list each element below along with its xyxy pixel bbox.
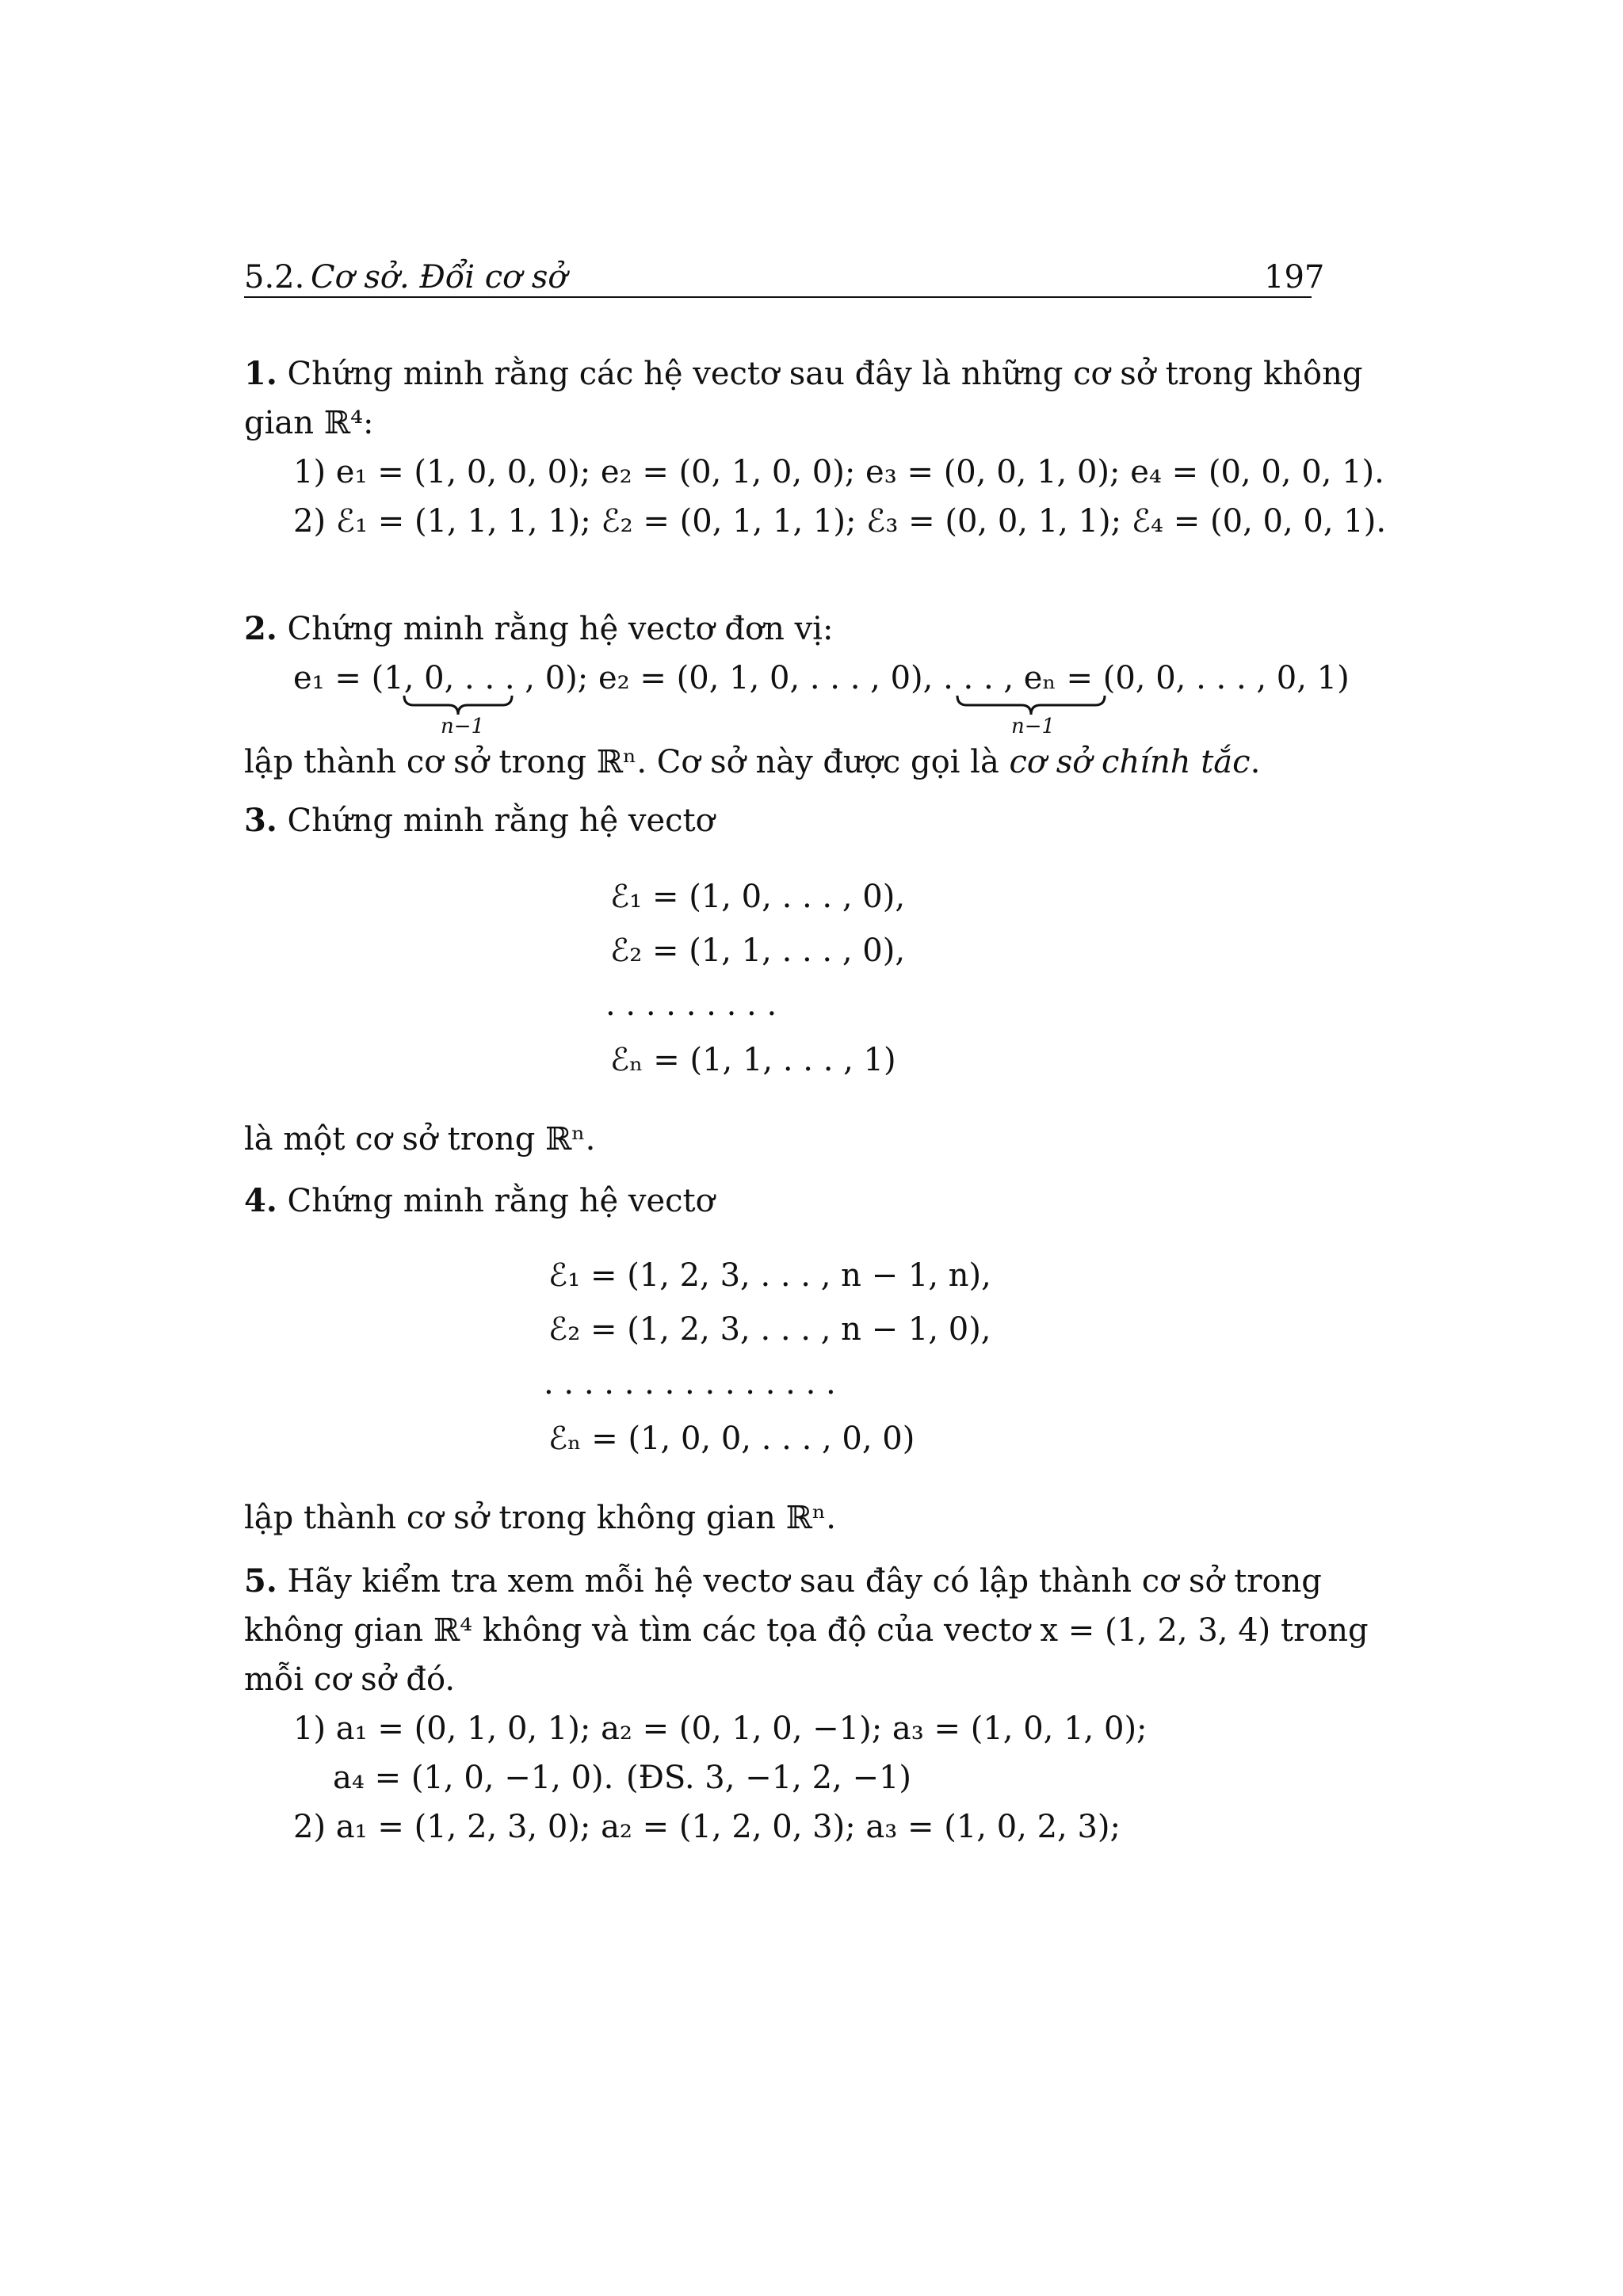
problem-5-item2-line1: 2) a₁ = (1, 2, 3, 0); a₂ = (1, 2, 0, 3); a₃ = (1, 0, 2, 3); xyxy=(293,1809,1121,1845)
problem-5-number: 5. xyxy=(244,1562,277,1600)
problem-4-number: 4. xyxy=(244,1182,277,1219)
rn-symbol: ℝⁿ xyxy=(596,744,637,780)
underbrace-2-label: n−1 xyxy=(1011,715,1056,738)
section-number: 5.2. xyxy=(244,259,305,296)
problem-3-row4: ℰₙ = (1, 1, . . . , 1) xyxy=(610,1042,896,1078)
problem-1-line2 xyxy=(244,407,374,439)
problem-3-text: Chứng minh rằng hệ vectơ xyxy=(287,803,715,839)
problem-1-colon: : xyxy=(363,405,374,441)
problem-1-item1: 1) e₁ = (1, 0, 0, 0); e₂ = (0, 1, 0, 0); e₃ = (0, 0, 1, 0); e₄ = (0, 0, 0, 1). xyxy=(293,454,1384,490)
page-number: 197 xyxy=(1264,259,1325,296)
problem-2-text: Chứng minh rằng hệ vectơ đơn vị: xyxy=(287,611,834,647)
problem-3-conclusion-a: là một cơ sở trong xyxy=(244,1121,546,1158)
problem-2-number: 2. xyxy=(244,610,277,647)
problem-3-row1: ℰ₁ = (1, 0, . . . , 0), xyxy=(610,879,906,915)
problem-3-period: . xyxy=(585,1121,596,1158)
problem-2-line1 xyxy=(244,610,834,647)
problem-1-item2: 2) ℰ₁ = (1, 1, 1, 1); ℰ₂ = (0, 1, 1, 1); ℰ₃ = (0, 0, 1, 1); ℰ₄ = (0, 0, 0, 1). xyxy=(293,503,1387,540)
r4-symbol: ℝ⁴ xyxy=(323,405,364,441)
header-rule xyxy=(244,296,1312,298)
problem-5-item1-answer: (ĐS. 3, −1, 2, −1) xyxy=(626,1760,912,1796)
rn-symbol: ℝⁿ xyxy=(545,1121,586,1158)
problem-1-text2: gian xyxy=(244,405,324,441)
rn-symbol: ℝⁿ xyxy=(785,1500,827,1536)
problem-5-item1-line2: a₄ = (1, 0, −1, 0). xyxy=(333,1760,614,1796)
problem-1-text: Chứng minh rằng các hệ vectơ sau đây là những cơ sở trong không xyxy=(287,356,1363,392)
problem-3-number: 3. xyxy=(244,802,277,839)
problem-4-period: . xyxy=(826,1500,836,1536)
problem-4-row2: ℰ₂ = (1, 2, 3, . . . , n − 1, 0), xyxy=(548,1311,991,1348)
problem-1-number: 1. xyxy=(244,355,277,392)
problem-3-line1 xyxy=(244,802,715,839)
problem-2-term: cơ sở chính tắc xyxy=(1009,744,1251,780)
problem-4-conclusion xyxy=(244,1502,836,1534)
problem-4-text: Chứng minh rằng hệ vectơ xyxy=(287,1183,715,1219)
problem-5-text2b: không và tìm các tọa độ của vectơ x = (1, 2, 3, 4) trong xyxy=(472,1612,1369,1649)
r4-symbol: ℝ⁴ xyxy=(433,1612,473,1649)
problem-2-formula: e₁ = (1, 0, . . . , 0); e₂ = (0, 1, 0, . . . , 0), . . . , eₙ = (0, 0, . . . , 0, 1) xyxy=(293,660,1350,696)
underbrace-1-label: n−1 xyxy=(441,715,485,738)
problem-2-conclusion-a: lập thành cơ sở trong xyxy=(244,744,597,780)
problem-4-row1: ℰ₁ = (1, 2, 3, . . . , n − 1, n), xyxy=(548,1257,991,1294)
problem-5-item1-line1: 1) a₁ = (0, 1, 0, 1); a₂ = (0, 1, 0, −1); a₃ = (1, 0, 1, 0); xyxy=(293,1711,1148,1747)
section-title: Cơ sở. Đổi cơ sở xyxy=(311,259,567,296)
problem-4-conclusion-a: lập thành cơ sở trong không gian xyxy=(244,1500,786,1536)
problem-3-row3: . . . . . . . . . xyxy=(605,986,777,1023)
problem-5-line3: mỗi cơ sở đó. xyxy=(244,1661,456,1698)
problem-4-line1 xyxy=(244,1182,715,1219)
problem-1-line1 xyxy=(244,355,1363,392)
problem-2-period: . xyxy=(1250,744,1261,780)
problem-5-text: Hãy kiểm tra xem mỗi hệ vectơ sau đây có lập thành cơ sở trong xyxy=(287,1563,1322,1600)
problem-3-row2: ℰ₂ = (1, 1, . . . , 0), xyxy=(610,933,906,969)
problem-5-text2a: không gian xyxy=(244,1612,433,1649)
problem-5-line2 xyxy=(244,1612,1369,1649)
problem-3-conclusion xyxy=(244,1121,596,1158)
problem-4-row3: . . . . . . . . . . . . . . . xyxy=(544,1365,836,1402)
problem-5-line1 xyxy=(244,1562,1322,1600)
problem-4-row4: ℰₙ = (1, 0, 0, . . . , 0, 0) xyxy=(548,1421,915,1457)
problem-2-conclusion-b: . Cơ sở này được gọi là xyxy=(636,744,1010,780)
problem-2-conclusion xyxy=(244,746,1260,778)
